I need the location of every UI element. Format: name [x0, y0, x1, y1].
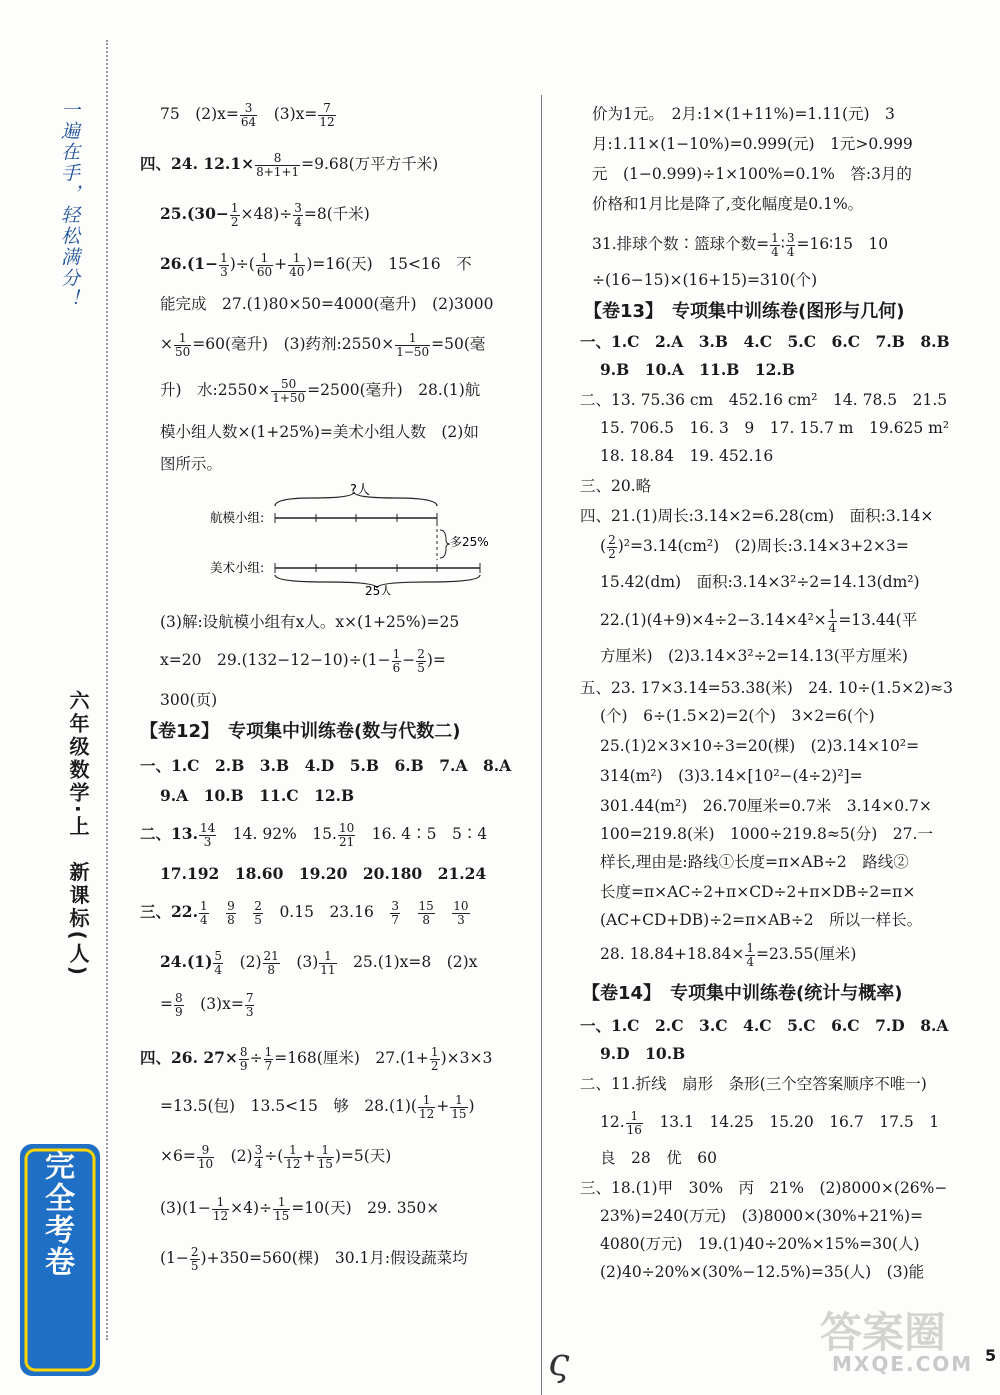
fraction — [253, 900, 263, 927]
denominator: 4 — [199, 912, 208, 927]
numerator: 3 — [786, 230, 795, 245]
denominator: 5 — [254, 912, 262, 927]
denominator: 50 — [175, 344, 191, 359]
numerator: 2 — [417, 646, 425, 661]
numerator: 3 — [254, 1142, 263, 1157]
numerator: 1 — [212, 1196, 229, 1210]
denominator: 12 — [319, 114, 335, 129]
fraction — [263, 950, 280, 977]
numerator: 21 — [263, 948, 279, 963]
denominator: 16 — [626, 1122, 642, 1137]
answer-line: 能完成 27.(1)80×50=4000(毫升) (2)3000 — [160, 295, 494, 313]
fraction — [254, 1144, 264, 1171]
fraction — [245, 992, 255, 1019]
denominator: 4 — [786, 244, 795, 259]
answer-line: 三、22. $\frac{1}{4}$ $\frac{9}{8}$ $\frac{2}{5}$ 0.15 23.16 $\frac{3}{7}$ $\frac{15}{8}$ $\frac{10}{3}$ — [140, 898, 469, 927]
answer-line: =13.5(包) 13.5<15 够 28.(1)( $\frac{1}{12}$ + $\frac{1}{15}$ ) — [160, 1092, 475, 1121]
denominator: 1−50 — [396, 344, 430, 359]
fraction — [174, 332, 191, 359]
answer-line: 四、24. 12.1× $\frac{8}{8+1+1}$ =9.68(万平方千米) — [140, 150, 439, 179]
numerator: 1 — [199, 898, 208, 913]
answer-line: 100=219.8(米) 1000÷219.8≈5(分) 27.一 — [600, 825, 933, 843]
numerator: 1 — [264, 1044, 273, 1059]
fraction — [418, 1094, 435, 1121]
answer-line: 17.192 18.60 19.20 20.180 21.24 — [160, 864, 487, 883]
fraction — [319, 950, 336, 977]
numerator: 3 — [240, 102, 257, 116]
denominator: 3 — [457, 912, 465, 927]
fraction — [450, 1094, 467, 1121]
denominator: 15 — [317, 1156, 333, 1171]
numerator: 10 — [453, 898, 469, 913]
answer-line: 一、1.C 2.B 3.B 4.D 5.B 6.B 7.A 8.A — [140, 756, 512, 775]
sidebar — [0, 0, 132, 1392]
page-number: 5 — [985, 1346, 997, 1365]
numerator: 1 — [392, 646, 401, 661]
fraction — [390, 900, 400, 927]
numerator: 1 — [746, 940, 754, 955]
answer-line: ( $\frac{2}{2}$ )²=3.14(cm²) (2)周长:3.14×3+2×3= — [600, 532, 909, 561]
numerator: 1 — [174, 332, 191, 346]
numerator: 1 — [626, 1110, 643, 1124]
fraction — [770, 232, 780, 259]
denominator: 11 — [320, 962, 336, 977]
denominator: 15 — [274, 1208, 290, 1223]
denominator: 2 — [430, 1058, 439, 1073]
numerator: 7 — [318, 102, 335, 116]
answer-line: 二、11.折线 扇形 条形(三个空答案顺序不唯一) — [580, 1075, 927, 1093]
denominator: 9 — [175, 1004, 183, 1019]
answer-line: 四、21.(1)周长:3.14×2=6.28(cm) 面积:3.14× — [580, 507, 934, 525]
answer-line: 方厘米) (2)3.14×3²÷2=14.13(平方厘米) — [600, 647, 908, 665]
numerator: 1 — [828, 606, 837, 621]
answer-line: 75 (2)x= $\frac{3}{64}$ (3)x= $\frac{7}{12}$ — [160, 100, 335, 129]
fraction — [230, 202, 240, 229]
numerator: 2 — [608, 532, 616, 547]
numerator: 15 — [418, 898, 434, 913]
denominator: 3 — [245, 1004, 254, 1019]
numerator: 1 — [273, 1196, 290, 1210]
segment-diagram — [140, 480, 540, 595]
fraction — [338, 822, 355, 849]
denominator: 7 — [264, 1058, 273, 1073]
fraction — [607, 534, 617, 561]
answer-line: 四、26. 27× $\frac{8}{9}$ ÷ $\frac{1}{7}$ =168(厘米) 27.(1+ $\frac{1}{2}$ )×3×3 — [140, 1044, 493, 1073]
answer-line: 一、1.C 2.C 3.C 4.C 5.C 6.C 7.D 8.A — [580, 1016, 949, 1035]
denominator: 4 — [294, 214, 302, 229]
denominator: 4 — [746, 954, 754, 969]
fraction — [418, 900, 435, 927]
answer-line: 25.(30− $\frac{1}{2}$ ×48)÷ $\frac{3}{4}$ =8(千米) — [160, 200, 370, 229]
denominator: 4 — [771, 244, 779, 259]
answer-line: 31.排球个数∶篮球个数= $\frac{1}{4}$ ∶ $\frac{3}{4}$ =16∶15 10 — [592, 230, 889, 259]
numerator: 1 — [220, 250, 228, 265]
fraction — [416, 648, 426, 675]
denominator: 12 — [285, 1156, 301, 1171]
diagram-bottom-label: 25人 — [365, 584, 393, 595]
fraction — [452, 900, 469, 927]
fraction — [273, 1196, 290, 1223]
answer-line: (2)40÷20%×(30%−12.5%)=35(人) (3)能 — [600, 1263, 925, 1281]
denominator: 2 — [608, 546, 616, 561]
answer-line: 314(m²) (3)3.14×[10²−(4÷2)²]= — [600, 767, 863, 785]
fraction — [199, 900, 209, 927]
numerator: 9 — [197, 1144, 214, 1158]
answer-line: 4080(万元) 19.(1)40÷20%×15%=30(人) — [600, 1235, 920, 1253]
answer-line: 二、13. $\frac{14}{3}$ 14. 92% 15. $\frac{10}{21}$ 16. 4∶5 5∶4 — [140, 820, 488, 849]
fraction — [197, 1144, 214, 1171]
answer-line: 三、20.略 — [580, 477, 652, 495]
numerator: 50 — [271, 378, 306, 392]
answer-line: 25.(1)2×3×10÷3=20(棵) (2)3.14×10²= — [600, 737, 920, 755]
answer-line: 升) 水:2550× $\frac{50}{1+50}$ =2500(毫升) 28.(1)航 — [160, 376, 481, 405]
fraction — [174, 992, 184, 1019]
numerator: 1 — [256, 252, 273, 266]
denominator: 4 — [254, 1156, 263, 1171]
fraction — [240, 102, 257, 129]
answer-line: = $\frac{8}{9}$ (3)x= $\frac{7}{3}$ — [160, 990, 254, 1019]
numerator: 8 — [255, 152, 300, 166]
answer-line: 9.D 10.B — [600, 1044, 686, 1063]
denominator: 3 — [220, 264, 228, 279]
answer-line: 15.42(dm) 面积:3.14×3²÷2=14.13(dm²) — [600, 573, 920, 591]
fraction — [317, 1144, 334, 1171]
denominator: 40 — [289, 264, 305, 279]
denominator: 3 — [203, 834, 212, 849]
diagram-row1-label: 航模小组: — [210, 510, 265, 525]
slogan: 一遍在手，轻松满分！ — [58, 100, 80, 310]
fraction — [212, 1196, 229, 1223]
numerator: 1 — [450, 1094, 467, 1108]
denominator: 4 — [828, 620, 837, 635]
numerator: 1 — [418, 1094, 435, 1108]
answer-line: 良 28 优 60 — [600, 1149, 717, 1167]
answer-line: 三、18.(1)甲 30% 丙 21% (2)8000×(26%− — [580, 1179, 948, 1197]
watermark-url: MXQE.COM — [832, 1352, 974, 1376]
denominator: 6 — [392, 660, 401, 675]
numerator: 1 — [771, 230, 779, 245]
numerator: 1 — [284, 1144, 301, 1158]
fraction — [219, 252, 229, 279]
answer-line: 300(页) — [160, 691, 218, 709]
denominator: 21 — [338, 834, 355, 849]
denominator: 64 — [240, 114, 257, 129]
answer-line: x=20 29.(132−12−10)÷(1− $\frac{1}{6}$ − $\frac{2}{5}$ )= — [160, 646, 446, 675]
answer-line: 26.(1− $\frac{1}{3}$ )÷( $\frac{1}{60}$ + $\frac{1}{40}$ )=16(天) 15<16 不 — [160, 250, 472, 279]
section-heading-13: 【卷13】 专项集中训练卷(图形与几何) — [584, 301, 905, 322]
book-title: 六年级数学·上 新课标(人) — [66, 690, 90, 978]
fraction — [392, 648, 402, 675]
denominator: 10 — [197, 1156, 214, 1171]
numerator: 9 — [227, 898, 235, 913]
answer-line: 22.(1)(4+9)×4÷2−3.14×4²× $\frac{1}{4}$ =13.44(平 — [600, 606, 918, 635]
numerator: 3 — [294, 200, 302, 215]
denominator: 2 — [230, 214, 239, 229]
answer-line: 二、13. 75.36 cm 452.16 cm² 14. 78.5 21.5 — [580, 391, 948, 409]
answer-line: 元 (1−0.999)÷1×100%=0.1% 答:3月的 — [592, 165, 912, 183]
numerator: 2 — [190, 1244, 199, 1259]
binding-line — [106, 40, 108, 1340]
answer-line: (AC+CD+DB)÷2=π×AB÷2 所以一样长。 — [600, 911, 923, 929]
handwritten-mark: ς — [548, 1340, 570, 1384]
watermark-logo: 答案圈 — [820, 1308, 947, 1357]
answer-line: ×6= $\frac{9}{10}$ (2) $\frac{3}{4}$ ÷( $\frac{1}{12}$ + $\frac{1}{15}$ )=5(天) — [160, 1142, 392, 1171]
denominator: 4 — [214, 962, 223, 977]
denominator: 8+1+1 — [256, 164, 300, 179]
answer-line: 一、1.C 2.A 3.B 4.C 5.C 6.C 7.B 8.B — [580, 332, 950, 351]
fraction — [213, 950, 223, 977]
numerator: 1 — [319, 950, 336, 964]
section-heading-14: 【卷14】 专项集中训练卷(统计与概率) — [582, 983, 903, 1004]
fraction — [430, 1046, 440, 1073]
answer-line: 9.A 10.B 11.C 12.B — [160, 786, 355, 805]
answer-line: 24.(1) $\frac{5}{4}$ (2) $\frac{21}{8}$ (3) $\frac{1}{11}$ 25.(1)x=8 (2)x — [160, 948, 478, 977]
denominator: 12 — [418, 1106, 435, 1121]
denominator: 8 — [267, 962, 275, 977]
fraction — [828, 608, 838, 635]
numerator: 1 — [230, 200, 239, 215]
answer-line: (个) 6÷(1.5×2)=2(个) 3×2=6(个) — [600, 707, 875, 725]
denominator: 5 — [190, 1258, 199, 1273]
fraction — [264, 1046, 274, 1073]
answer-line: 9.B 10.A 11.B 12.B — [600, 360, 795, 379]
numerator: 1 — [395, 332, 430, 346]
fraction — [786, 232, 796, 259]
numerator: 1 — [430, 1044, 439, 1059]
fraction — [256, 252, 273, 279]
answer-line: (3)解:设航模小组有x人。x×(1+25%)=25 — [160, 613, 460, 631]
answer-line: × $\frac{1}{50}$ =60(毫升) (3)药剂:2550× $\frac{1}{1-50}$ =50(毫 — [160, 330, 486, 359]
answer-line: 12. $\frac{1}{16}$ 13.1 14.25 15.20 16.7 17.5 1 — [600, 1108, 940, 1137]
answer-line: 图所示。 — [160, 455, 223, 473]
denominator: 15 — [451, 1106, 467, 1121]
numerator: 10 — [338, 820, 355, 835]
column-divider — [541, 95, 542, 1395]
denominator: 8 — [422, 912, 430, 927]
fraction — [318, 102, 335, 129]
fraction — [190, 1246, 200, 1273]
logo-text: 完全考卷 — [39, 1150, 74, 1278]
numerator: 1 — [317, 1144, 334, 1158]
fraction — [745, 942, 755, 969]
fraction — [239, 1046, 249, 1073]
numerator: 8 — [239, 1044, 248, 1059]
fraction — [395, 332, 430, 359]
numerator: 3 — [391, 898, 399, 913]
diagram-row2-label: 美术小组: — [210, 560, 265, 575]
answer-line: 月:1.11×(1−10%)=0.999(元) 1元>0.999 — [592, 135, 913, 153]
denominator: 5 — [417, 660, 425, 675]
answer-line: (3)(1− $\frac{1}{12}$ ×4)÷ $\frac{1}{15}$ =10(天) 29. 350× — [160, 1194, 440, 1223]
numerator: 2 — [254, 898, 262, 913]
answer-line: 价格和1月比是降了,变化幅度是0.1%。 — [592, 195, 864, 213]
fraction — [288, 252, 305, 279]
fraction — [293, 202, 303, 229]
numerator: 14 — [199, 820, 216, 835]
fraction — [626, 1110, 643, 1137]
answer-line: 18. 18.84 19. 452.16 — [600, 447, 774, 465]
numerator: 8 — [175, 990, 183, 1005]
diagram-extra-label: 多25% — [450, 535, 489, 549]
diagram-top-label: ?人 — [350, 483, 370, 498]
answer-line: 301.44(m²) 26.70厘米=0.7米 3.14×0.7× — [600, 797, 932, 815]
numerator: 1 — [288, 252, 305, 266]
denominator: 12 — [212, 1208, 229, 1223]
answer-line: 长度=π×AC÷2+π×CD÷2+π×DB÷2=π× — [600, 883, 916, 901]
denominator: 9 — [239, 1058, 248, 1073]
answer-line: 28. 18.84+18.84× $\frac{1}{4}$ =23.55(厘米) — [600, 940, 857, 969]
numerator: 7 — [245, 990, 254, 1005]
denominator: 1+50 — [272, 390, 306, 405]
answer-line: ÷(16−15)×(16+15)=310(个) — [592, 271, 818, 289]
denominator: 7 — [391, 912, 399, 927]
answer-line: (1− $\frac{2}{5}$ )+350=560(棵) 30.1月:假设蔬菜均 — [160, 1244, 468, 1273]
denominator: 8 — [227, 912, 235, 927]
answer-line: 模小组人数×(1+25%)=美术小组人数 (2)如 — [160, 423, 479, 441]
answer-line: 15. 706.5 16. 3 9 17. 15.7 m 19.625 m² — [600, 419, 950, 437]
answer-line: 五、23. 17×3.14=53.38(米) 24. 10÷(1.5×2)≈3 — [580, 679, 953, 697]
fraction — [271, 378, 306, 405]
fraction — [284, 1144, 301, 1171]
fraction — [199, 822, 216, 849]
fraction — [226, 900, 236, 927]
denominator: 60 — [256, 264, 273, 279]
answer-line: 23%)=240(万元) (3)8000×(30%+21%)= — [600, 1207, 924, 1225]
numerator: 5 — [214, 948, 223, 963]
answer-line: 价为1元。 2月:1×(1+11%)=1.11(元) 3 — [592, 105, 895, 123]
section-heading-12: 【卷12】 专项集中训练卷(数与代数二) — [140, 721, 461, 742]
answer-line: 样长,理由是:路线①长度=π×AB÷2 路线② — [600, 853, 909, 871]
fraction — [255, 152, 300, 179]
